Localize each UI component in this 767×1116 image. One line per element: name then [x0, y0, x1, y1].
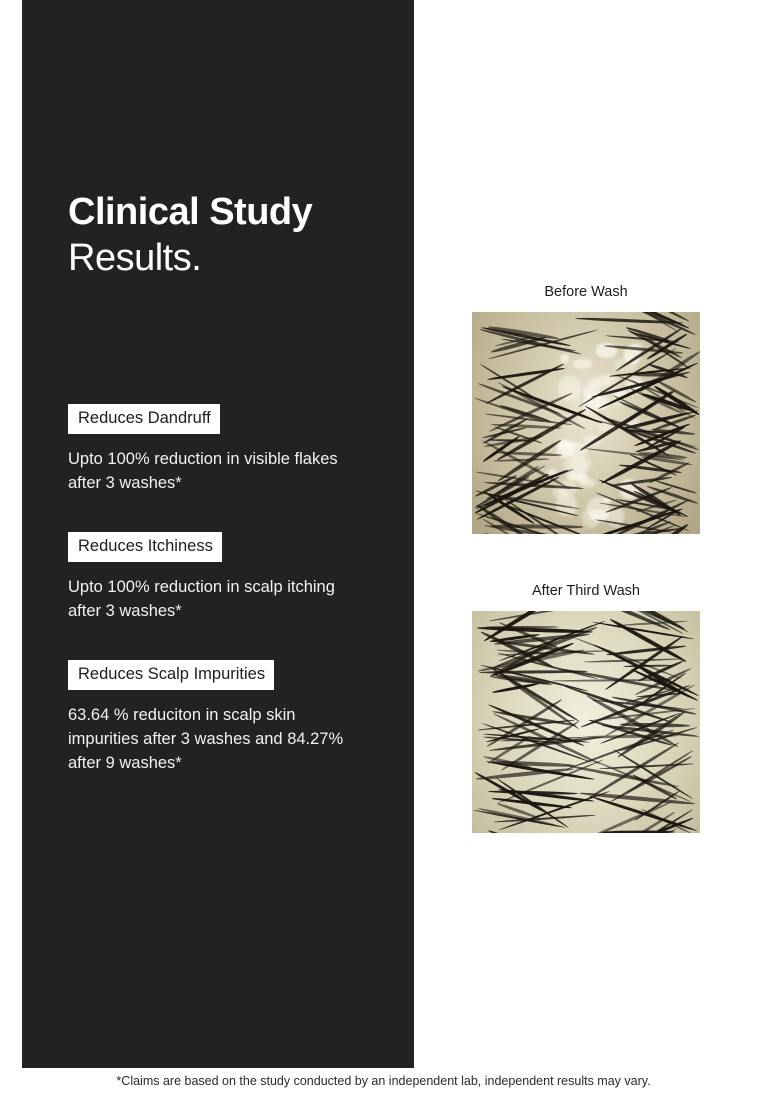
hair-strand — [485, 626, 559, 628]
photo-block-after-third-wash — [472, 583, 700, 833]
page-title-line-1: Clinical Study — [68, 191, 313, 233]
scalp-photo-before-wash — [472, 312, 700, 534]
scalp-skin-texture — [472, 611, 700, 833]
photo-block-before-wash — [472, 284, 700, 534]
scalp-photo-after-third-wash — [472, 611, 700, 833]
claim-item — [68, 660, 388, 775]
hair-strand — [488, 829, 532, 833]
claim-badge-reduces-itchiness: Reduces Itchiness — [68, 532, 222, 562]
claims-list — [68, 404, 388, 812]
scalp-flake — [560, 354, 569, 364]
claim-badge-reduces-scalp-impurities: Reduces Scalp Impurities — [68, 660, 274, 690]
scalp-flake — [588, 378, 603, 389]
scalp-flake — [579, 479, 596, 488]
photo-caption-after-third-wash: After Third Wash — [532, 583, 640, 599]
hair-strand — [492, 832, 556, 833]
page-title-line-2: Results. — [68, 237, 202, 279]
claim-text-reduces-itchiness: Upto 100% reduction in scalp itching after 3 washes* — [68, 578, 335, 620]
scalp-flake — [573, 359, 593, 369]
scalp-skin-texture — [472, 312, 700, 534]
claim-text-reduces-scalp-impurities: 63.64 % reduciton in scalp skin impurities after 3 washes and 84.27% after 9 washes* — [68, 706, 344, 772]
page-title — [68, 190, 398, 282]
claim-item — [68, 532, 388, 623]
hair-strand — [489, 611, 602, 622]
disclaimer-footnote: *Claims are based on the study conducted by an independent lab, independent results may vary. — [116, 1074, 651, 1088]
claim-badge-reduces-dandruff: Reduces Dandruff — [68, 404, 220, 434]
photo-caption-before-wash: Before Wash — [544, 284, 628, 300]
claim-item — [68, 404, 388, 495]
claim-text-reduces-dandruff: Upto 100% reduction in visible flakes after 3 washes* — [68, 450, 338, 492]
scalp-flake — [570, 457, 591, 473]
